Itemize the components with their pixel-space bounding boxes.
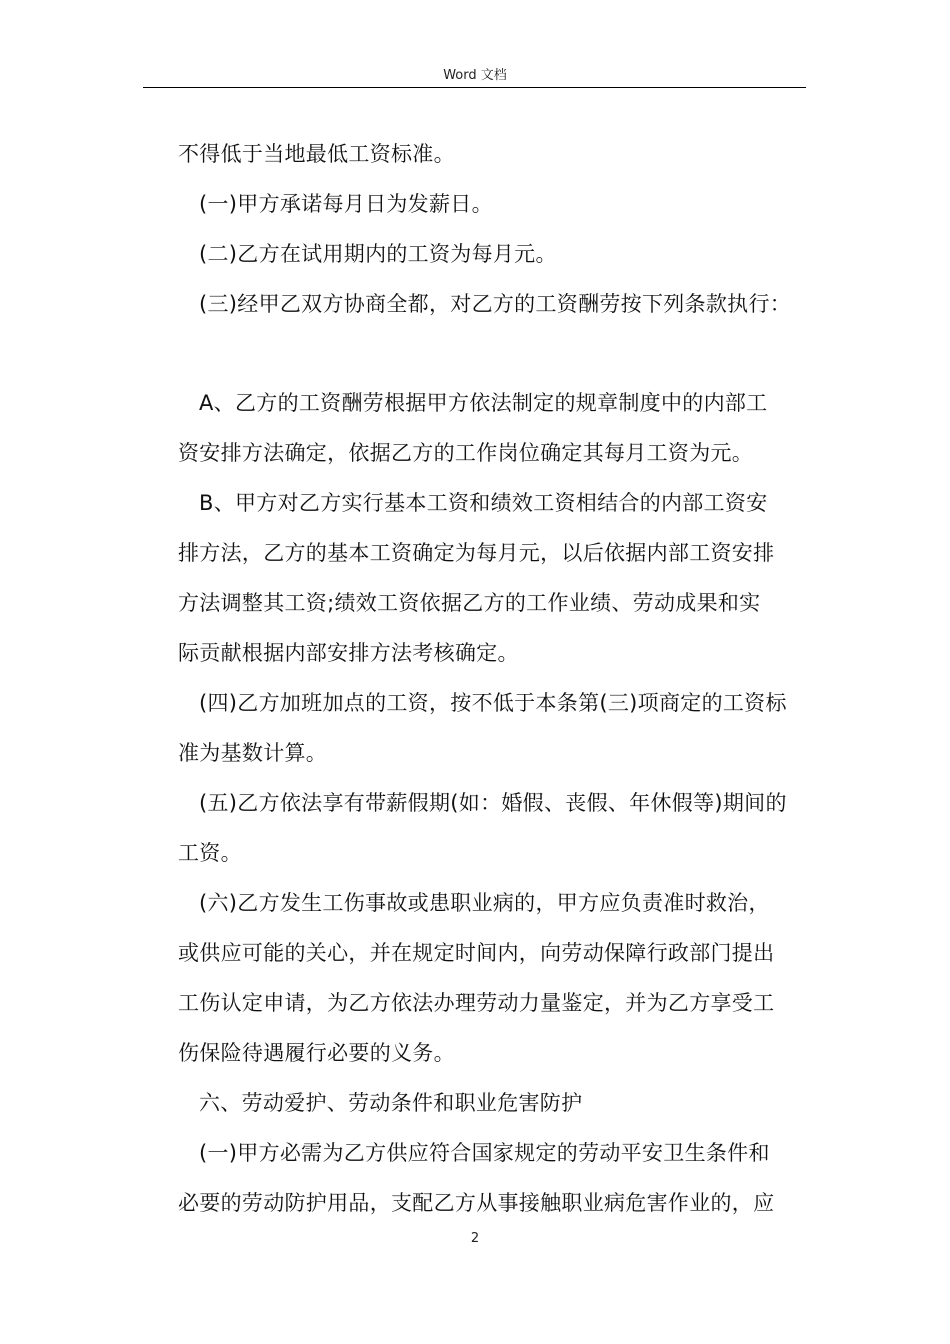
document-body xyxy=(178,129,808,1228)
body-line: 排方法，乙方的基本工资确定为每月元，以后依据内部工资安排 xyxy=(178,541,775,565)
header-divider xyxy=(143,87,806,88)
page-header-title: Word 文档 xyxy=(443,68,507,83)
body-line: (二)乙方在试用期内的工资为每月元。 xyxy=(199,242,557,266)
body-line: (六)乙方发生工伤事故或患职业病的，甲方应负责准时救治， xyxy=(199,891,770,915)
body-line: 资安排方法确定，依据乙方的工作岗位确定其每月工资为元。 xyxy=(178,441,754,465)
blank-line xyxy=(178,329,808,378)
body-line: (一)甲方承诺每月日为发薪日。 xyxy=(199,192,493,216)
body-line: 准为基数计算。 xyxy=(178,741,328,765)
section-heading: 六、劳动爱护、劳动条件和职业危害防护 xyxy=(199,1091,583,1115)
body-line: B、甲方对乙方实行基本工资和绩效工资相结合的内部工资安 xyxy=(199,491,768,515)
body-line: (五)乙方依法享有带薪假期(如：婚假、丧假、年休假等)期间的 xyxy=(199,791,787,815)
body-line: 方法调整其工资;绩效工资依据乙方的工作业绩、劳动成果和实 xyxy=(178,591,761,615)
body-line: 不得低于当地最低工资标准。 xyxy=(178,142,455,166)
body-line: 或供应可能的关心，并在规定时间内，向劳动保障行政部门提出 xyxy=(178,941,775,965)
body-line: 伤保险待遇履行必要的义务。 xyxy=(178,1041,455,1065)
body-line: (四)乙方加班加点的工资，按不低于本条第(三)项商定的工资标 xyxy=(199,691,787,715)
body-line: 工伤认定申请，为乙方依法办理劳动力量鉴定，并为乙方享受工 xyxy=(178,991,775,1015)
body-line: 必要的劳动防护用品，支配乙方从事接触职业病危害作业的，应 xyxy=(178,1191,775,1215)
body-line: A、乙方的工资酬劳根据甲方依法制定的规章制度中的内部工 xyxy=(199,391,768,415)
page-number: 2 xyxy=(470,1231,480,1246)
body-line: (一)甲方必需为乙方供应符合国家规定的劳动平安卫生条件和 xyxy=(199,1141,770,1165)
body-line: (三)经甲乙双方协商全都，对乙方的工资酬劳按下列条款执行： xyxy=(199,292,792,316)
body-line: 工资。 xyxy=(178,841,242,865)
body-line: 际贡献根据内部安排方法考核确定。 xyxy=(178,641,519,665)
